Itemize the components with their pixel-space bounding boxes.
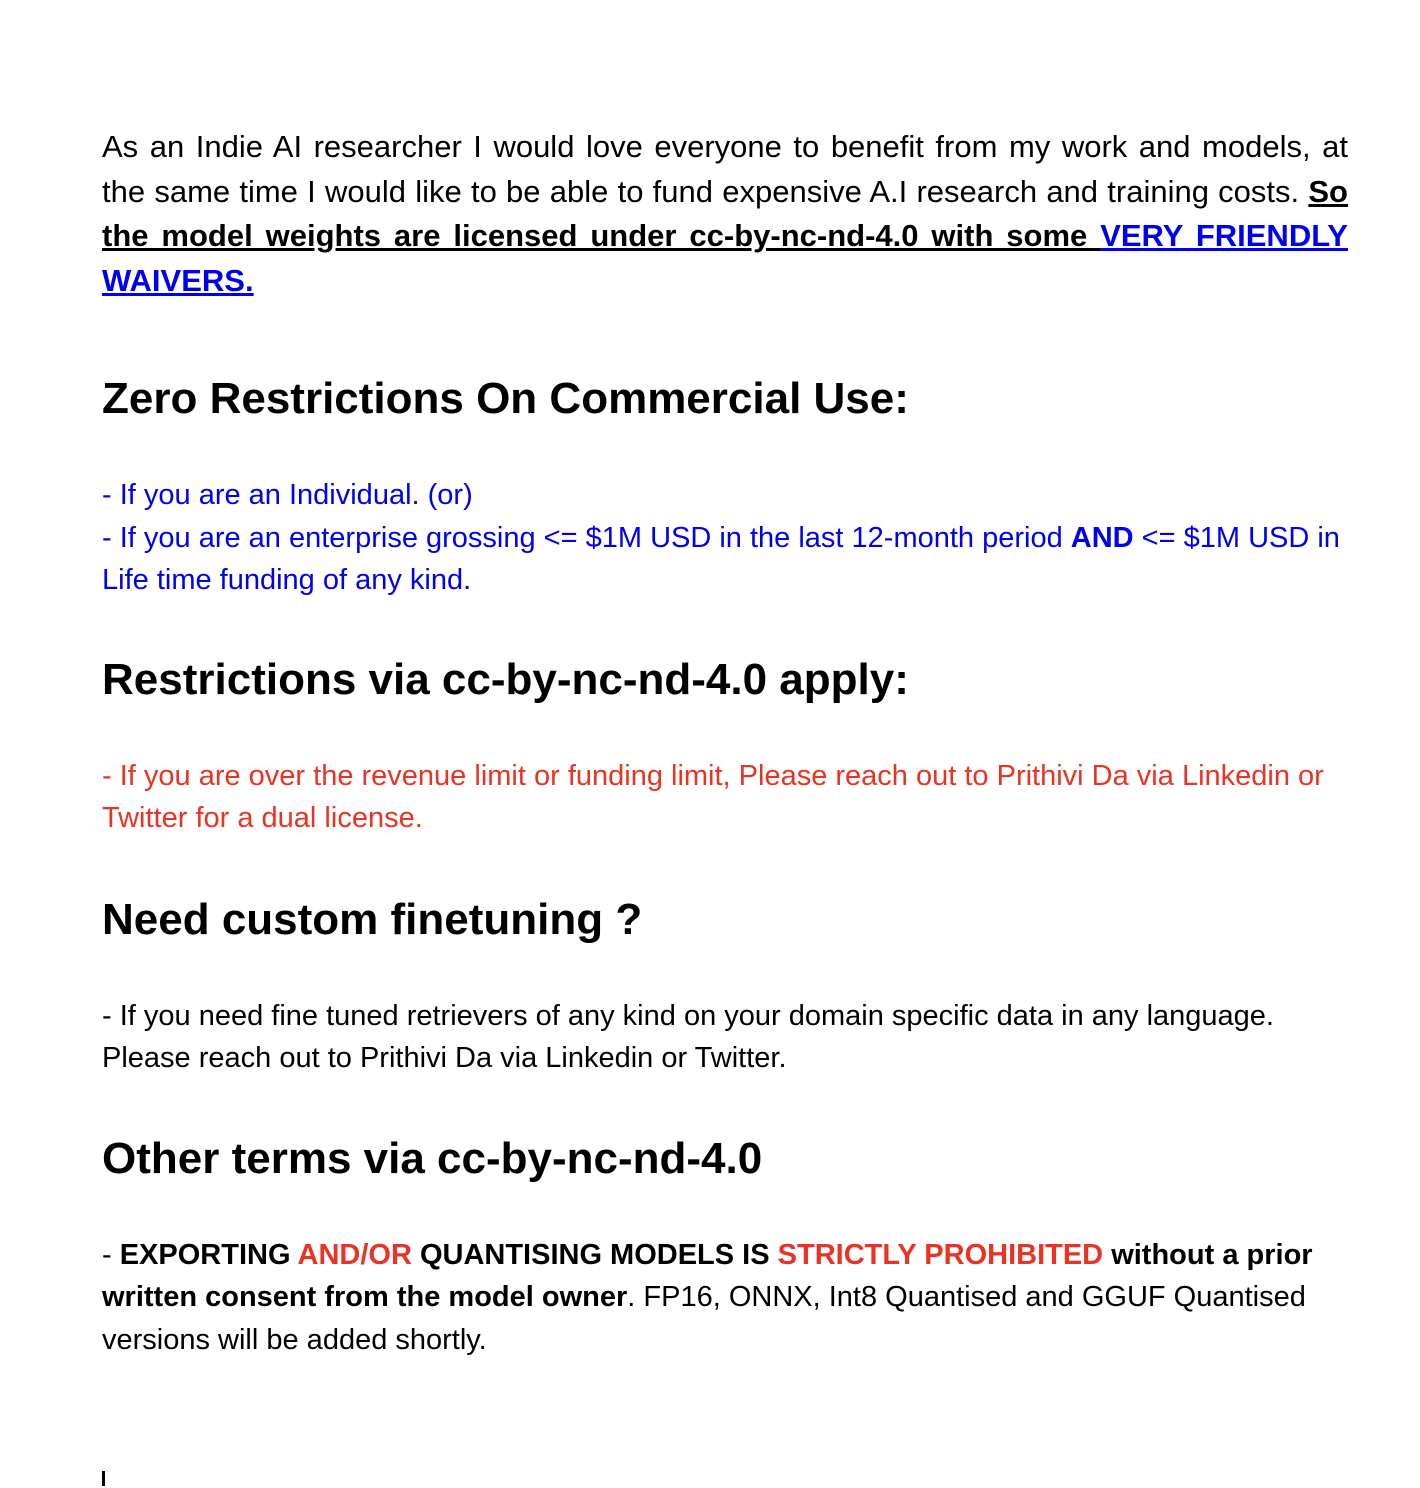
other-terms-heading: Other terms via cc-by-nc-nd-4.0 <box>102 1133 763 1183</box>
versions-text: . FP16, ONNX, Int8 Quantised and GGUF Quantised versions will be added shortly. <box>102 1281 1306 1356</box>
other-terms-text <box>102 1234 1348 1362</box>
license-statement-text: So the model weights are licensed under cc-by-nc-nd-4.0 with some <box>102 173 1348 253</box>
enterprise-condition-text: - If you are an enterprise grossing <= $1M USD in the last 12-month period <box>102 521 1071 554</box>
finetuning-text: - If you need fine tuned retrievers of any kind on your domain specific data in any language. Please reach out to Prithivi Da via Linkedin or Twitter. <box>102 999 1274 1074</box>
other-dash: - <box>102 1238 120 1271</box>
zero-restrictions-heading: Zero Restrictions On Commercial Use: <box>102 374 909 423</box>
enterprise-condition <box>102 517 1348 602</box>
restrictions-heading: Restrictions via cc-by-nc-nd-4.0 apply: <box>102 654 909 704</box>
and-keyword: AND <box>1070 521 1134 554</box>
finetuning-heading: Need custom finetuning ? <box>102 894 643 944</box>
exporting-text: EXPORTING <box>119 1238 298 1271</box>
prohibited-text: STRICTLY PROHIBITED <box>777 1238 1104 1271</box>
intro-text: As an Indie AI researcher I would love everyone to benefit from my work and models, at the same time I would like to be able to fund expensive A.I research and training costs. <box>102 129 1348 209</box>
zero-restrictions-list <box>102 474 1348 602</box>
restrictions-text: - If you are over the revenue limit or funding limit, Please reach out to Prithivi Da via Linkedin or Twitter for a dual license. <box>102 759 1324 834</box>
friendly-waivers-link[interactable]: VERY FRIENDLY WAIVERS. <box>102 218 1348 298</box>
intro-paragraph <box>102 125 1348 303</box>
quantising-text: QUANTISING MODELS IS <box>411 1238 778 1271</box>
consent-text: without a prior written consent from the model owner <box>102 1238 1313 1313</box>
individual-condition: - If you are an Individual. (or) <box>102 479 473 511</box>
funding-condition-text: <= $1M USD in Life time funding of any kind. <box>102 521 1340 596</box>
text-cursor <box>102 1471 105 1486</box>
and-or-text: AND/OR <box>297 1238 412 1271</box>
license-document <box>102 125 1348 1361</box>
